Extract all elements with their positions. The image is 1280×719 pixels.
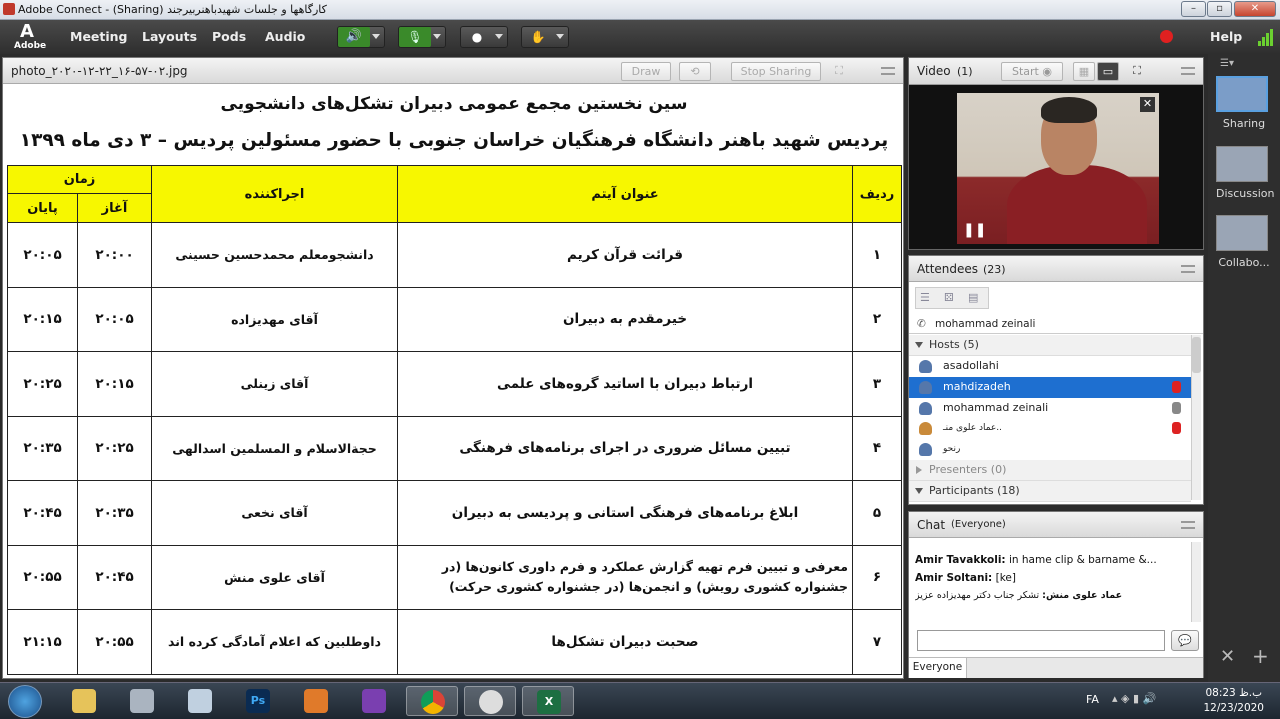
window-titlebar <box>0 0 1280 20</box>
table-row <box>8 545 902 610</box>
end-time-cell: ۲۱:۱۵ <box>8 610 78 675</box>
layout-thumbnail <box>1216 146 1268 182</box>
raise-hand-toggle[interactable] <box>521 26 569 48</box>
end-time-cell: ۲۰:۳۵ <box>8 416 78 481</box>
window-title: کارگاهها و جلسات شهیدباهنربیرجند (Sharing) - Adobe Connect <box>18 3 327 16</box>
presenter-cell: آقای علوی منش <box>152 545 398 610</box>
start-time-cell: ۲۰:۰۰ <box>78 223 152 288</box>
shared-file-name: photo_۲۰۲۰-۱۲-۲۲_۱۶-۵۷-۰۲.jpg <box>11 64 188 78</box>
grid-view-icon[interactable]: ▦ <box>1073 62 1095 81</box>
calculator-icon <box>130 689 154 713</box>
raise-hand-icon: ✋ <box>530 30 546 44</box>
taskbar-visual-studio[interactable] <box>348 686 400 716</box>
microphone-toggle[interactable] <box>398 26 446 48</box>
collapse-triangle-icon <box>915 342 923 348</box>
taskbar-adobe-connect[interactable] <box>464 686 516 716</box>
layout-thumbnail <box>1216 215 1268 251</box>
menu-audio[interactable]: Audio <box>265 29 306 44</box>
start-webcam-button[interactable]: Start ◉ <box>1001 62 1063 81</box>
close-window-button[interactable]: ✕ <box>1234 1 1276 17</box>
video-pod-count: (1) <box>957 65 973 78</box>
input-language[interactable]: FA <box>1086 693 1099 706</box>
chat-message: Amir Tavakkoli: in hame clip & barname &... <box>915 554 1157 566</box>
recording-indicator-icon[interactable] <box>1160 30 1173 43</box>
doc-title-line-1: سین نخستین مجمع عمومی دبیران تشکل‌های دانشجویی <box>220 94 688 114</box>
taskbar-paint[interactable] <box>174 686 226 716</box>
taskbar-calculator[interactable] <box>116 686 168 716</box>
pod-menu-icon[interactable] <box>1181 265 1195 273</box>
layout-collaboration[interactable]: Collabo... <box>1216 215 1272 269</box>
attendee-row-selected[interactable]: mahdizadeh <box>909 377 1191 398</box>
chat-scrollbar[interactable] <box>1191 542 1201 622</box>
presenter-cell: حجةالاسلام و المسلمین اسدالهی <box>152 416 398 481</box>
menu-meeting[interactable]: Meeting <box>70 29 128 44</box>
taskbar-photoshop[interactable] <box>232 686 284 716</box>
status-view-icon[interactable]: ▤ <box>968 291 979 304</box>
chat-pod-header <box>909 512 1203 538</box>
list-view-icon[interactable]: ☰ <box>920 291 930 304</box>
chat-input[interactable] <box>917 630 1165 651</box>
item-cell: ارتباط دبیران با اساتید گروه‌های علمی <box>398 352 853 417</box>
connection-signal-icon <box>1258 28 1276 46</box>
attendee-row[interactable]: عماد علوی منـ.. <box>909 418 1191 439</box>
chat-message: عماد علوی منش: تشکر جناب دکتر مهدیزاده عزیز <box>915 590 1123 601</box>
layout-discussion[interactable]: Discussion <box>1216 146 1272 200</box>
chat-scope: (Everyone) <box>951 519 1006 530</box>
video-pod <box>908 57 1204 250</box>
attendees-pod-header <box>909 256 1203 282</box>
fullscreen-icon[interactable]: ⛶ <box>835 64 843 77</box>
menu-layouts[interactable]: Layouts <box>142 29 198 44</box>
table-row <box>8 287 902 352</box>
attendee-scrollbar[interactable] <box>1191 335 1201 500</box>
presenters-group[interactable]: Presenters (0) <box>909 460 1191 481</box>
participants-group[interactable]: Participants (18) <box>909 481 1191 502</box>
end-time-cell: ۲۰:۲۵ <box>8 352 78 417</box>
active-speaker-name: mohammad zeinali <box>935 318 1036 330</box>
send-message-icon[interactable]: 💬 <box>1171 630 1199 651</box>
taskbar-media-player[interactable] <box>290 686 342 716</box>
app-icon <box>3 3 15 15</box>
mic-muted-icon <box>1172 381 1181 393</box>
attendees-title: Attendees <box>917 262 979 276</box>
presenter-cell: آقای نخعی <box>152 481 398 546</box>
header-row-number: ردیف <box>853 166 902 223</box>
doc-title-line-2: پردیس شهید باهنر دانشگاه فرهنگیان خراسان جنوبی با حضور مسئولین پردیس – ۳ دی ماه ۱۳۹۹ <box>19 130 889 151</box>
chat-title: Chat <box>917 518 946 532</box>
item-cell: صحبت دبیران تشکل‌ها <box>398 610 853 675</box>
menu-help[interactable]: Help <box>1210 29 1243 44</box>
pod-menu-icon[interactable] <box>1181 67 1195 75</box>
main-menubar <box>0 20 1280 54</box>
presenter-cell: دانشجومعلم محمدحسین حسینی <box>152 223 398 288</box>
close-icon[interactable]: ✕ <box>1140 97 1155 112</box>
host-user-icon <box>919 402 932 415</box>
header-item: عنوان آیتم <box>398 166 853 223</box>
header-time: زمان <box>8 166 152 194</box>
row-number-cell: ۲ <box>853 287 902 352</box>
attendee-view-toolbar <box>915 287 989 309</box>
photoshop-icon: Ps <box>246 689 270 713</box>
table-row <box>8 352 902 417</box>
system-clock[interactable]: 08:23 ب.ظ 12/23/2020 <box>1203 687 1264 714</box>
mic-muted-icon <box>1172 422 1181 434</box>
attendee-list <box>909 335 1191 505</box>
chat-pod <box>908 511 1204 678</box>
webcam-feed <box>957 93 1159 244</box>
add-layout-icon[interactable]: + <box>1252 644 1269 668</box>
host-user-icon <box>919 422 932 435</box>
row-number-cell: ۴ <box>853 416 902 481</box>
host-user-icon <box>919 381 932 394</box>
speaker-icon: 🔊 <box>338 27 370 47</box>
chevron-down-icon <box>556 34 564 39</box>
table-row <box>8 610 902 675</box>
start-time-cell: ۲۰:۲۵ <box>78 416 152 481</box>
schedule-table <box>7 165 902 675</box>
chat-messages <box>915 554 1185 607</box>
attendee-row[interactable]: رنحو <box>909 439 1191 460</box>
start-time-cell: ۲۰:۱۵ <box>78 352 152 417</box>
menu-pods[interactable]: Pods <box>212 29 247 44</box>
pod-menu-icon[interactable] <box>881 67 895 75</box>
presenter-cell: آقای مهدیزاده <box>152 287 398 352</box>
draw-button[interactable]: Draw <box>621 62 671 81</box>
attendee-row[interactable]: asadollahi <box>909 356 1191 377</box>
speaker-toggle[interactable] <box>337 26 385 48</box>
excel-icon: X <box>537 690 561 714</box>
end-time-cell: ۲۰:۵۵ <box>8 545 78 610</box>
host-user-icon <box>919 443 932 456</box>
row-number-cell: ۳ <box>853 352 902 417</box>
active-speaker-row <box>909 314 1203 334</box>
item-cell: تبیین مسائل ضروری در اجرای برنامه‌های فرهنگی <box>398 416 853 481</box>
microphone-icon: 🎙 <box>399 27 431 47</box>
maximize-button[interactable]: ▫ <box>1207 1 1232 17</box>
layout-thumbnail <box>1216 76 1268 112</box>
header-presenter: اجراکننده <box>152 166 398 223</box>
visual-studio-icon <box>362 689 386 713</box>
video-pod-title: Video <box>917 64 951 78</box>
hosts-group[interactable]: Hosts (5) <box>909 335 1191 356</box>
chevron-down-icon <box>433 34 441 39</box>
attendee-row[interactable]: mohammad zeinali <box>909 398 1191 419</box>
end-time-cell: ۲۰:۰۵ <box>8 223 78 288</box>
header-start: آغاز <box>78 194 152 223</box>
tab-everyone[interactable]: Everyone <box>909 658 967 678</box>
mic-icon <box>1172 402 1181 414</box>
expand-triangle-icon <box>916 466 922 474</box>
item-cell: ابلاغ برنامه‌های فرهنگی استانی و پردیسی به دبیران <box>398 481 853 546</box>
host-user-icon <box>919 360 932 373</box>
chat-message: Amir Soltani: [ke] <box>915 572 1016 584</box>
start-time-cell: ۲۰:۳۵ <box>78 481 152 546</box>
row-number-cell: ۶ <box>853 545 902 610</box>
webcam-toggle[interactable] <box>460 26 508 48</box>
attendees-pod <box>908 255 1204 505</box>
fullscreen-icon[interactable]: ⛶ <box>1133 64 1141 77</box>
chevron-down-icon <box>495 34 503 39</box>
pod-menu-icon[interactable] <box>1181 521 1195 529</box>
start-time-cell: ۲۰:۵۵ <box>78 610 152 675</box>
row-number-cell: ۵ <box>853 481 902 546</box>
taskbar-chrome[interactable] <box>406 686 458 716</box>
paint-icon <box>188 689 212 713</box>
chat-tabs <box>909 657 1203 678</box>
webcam-icon: ● <box>471 30 483 44</box>
start-button[interactable] <box>8 685 42 718</box>
layouts-bar <box>1208 54 1280 682</box>
layouts-menu-icon[interactable]: ☰▾ <box>1220 58 1234 69</box>
item-cell: قرائت قرآن کریم <box>398 223 853 288</box>
row-number-cell: ۷ <box>853 610 902 675</box>
pause-icon[interactable]: ❚❚ <box>963 222 987 238</box>
breakout-icon[interactable]: ⚄ <box>944 291 954 304</box>
minimize-button[interactable]: – <box>1181 1 1206 17</box>
item-cell: خیرمقدم به دبیران <box>398 287 853 352</box>
single-view-icon[interactable]: ▭ <box>1097 62 1119 81</box>
item-cell: معرفی و تبیین فرم تهیه گزارش عملکرد و فرم داوری کانون‌ها (در جشنواره کشوری رویش) و انجمن‌ها (در جشنواره کشوری حرکت) <box>398 545 853 610</box>
sync-icon[interactable]: ⟲ <box>679 62 711 81</box>
adobe-logo: A Adobe <box>14 21 47 51</box>
presenter-cell: آقای زینلی <box>152 352 398 417</box>
table-row <box>8 416 902 481</box>
shared-document <box>5 86 903 676</box>
chrome-icon <box>421 690 445 714</box>
windows-taskbar <box>0 682 1280 719</box>
share-pod-header <box>3 58 903 84</box>
start-time-cell: ۲۰:۴۵ <box>78 545 152 610</box>
start-time-cell: ۲۰:۰۵ <box>78 287 152 352</box>
taskbar-excel[interactable] <box>522 686 574 716</box>
phone-icon: ✆ <box>917 318 926 330</box>
taskbar-explorer[interactable] <box>58 686 110 716</box>
folder-icon <box>72 689 96 713</box>
table-row <box>8 481 902 546</box>
collapse-triangle-icon <box>915 488 923 494</box>
layout-sharing[interactable]: Sharing <box>1216 76 1272 130</box>
scrollbar-thumb[interactable] <box>1192 337 1201 373</box>
header-end: پایان <box>8 194 78 223</box>
end-time-cell: ۲۰:۱۵ <box>8 287 78 352</box>
chevron-down-icon <box>372 34 380 39</box>
row-number-cell: ۱ <box>853 223 902 288</box>
adobe-connect-icon <box>479 690 503 714</box>
stop-sharing-button[interactable]: Stop Sharing <box>731 62 821 81</box>
end-time-cell: ۲۰:۴۵ <box>8 481 78 546</box>
table-row <box>8 223 902 288</box>
media-player-icon <box>304 689 328 713</box>
attendees-count: (23) <box>983 263 1006 276</box>
close-icon[interactable]: ✕ <box>1220 646 1236 667</box>
presenter-cell: داوطلبین که اعلام آمادگی کرده اند <box>152 610 398 675</box>
video-pod-header <box>909 58 1203 85</box>
tray-icons[interactable]: ▴ ◈ ▮ 🔊 <box>1112 692 1157 705</box>
